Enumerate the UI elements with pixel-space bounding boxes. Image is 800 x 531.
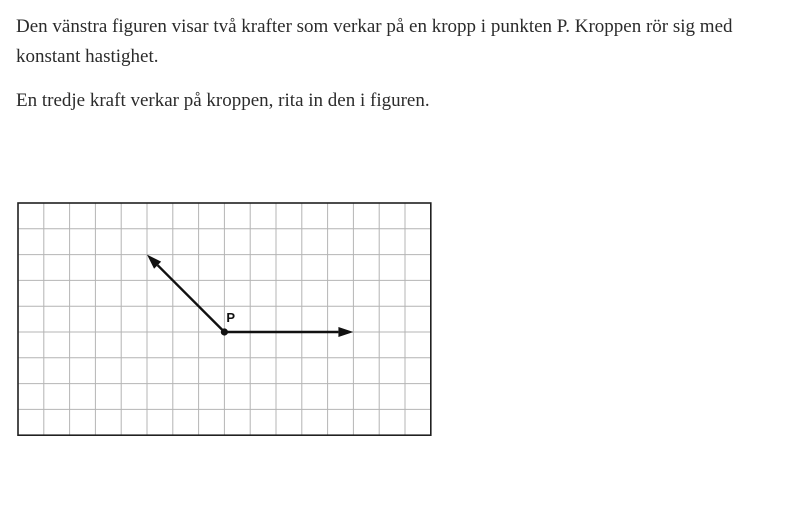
point-label: P xyxy=(226,310,236,325)
task-paragraph-1: Den vänstra figuren visar två krafter som verkar på en kropp i punkten P. Kroppen rör sig med konstant hastighet. xyxy=(16,16,733,67)
force-up-left-arrowhead xyxy=(147,255,161,269)
grid-frame xyxy=(18,203,431,435)
force-right-arrowhead xyxy=(338,327,353,337)
force-right xyxy=(224,327,353,337)
task-paragraph-2: En tredje kraft verkar på kroppen, rita in den i figuren. xyxy=(16,90,430,111)
grid-lines xyxy=(18,203,431,435)
force-vectors xyxy=(147,255,353,337)
force-up-left-shaft xyxy=(158,265,225,332)
force-up-left xyxy=(147,255,224,332)
point-p xyxy=(221,328,228,335)
task-text xyxy=(16,12,786,116)
